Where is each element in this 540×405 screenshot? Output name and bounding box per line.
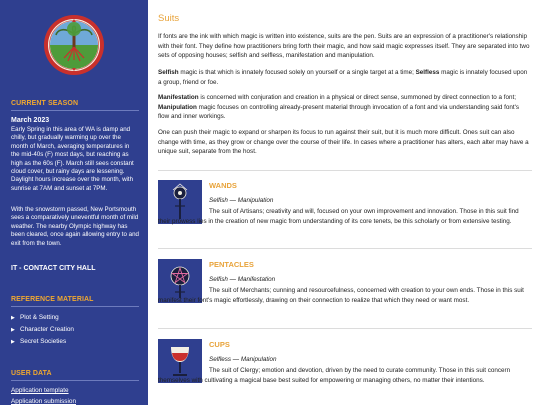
nav-item-secret-societies[interactable] — [11, 338, 66, 345]
manifestation-term: Manifestation — [158, 94, 199, 101]
application-submission-link[interactable]: Application submission — [11, 398, 77, 405]
manipulation-term: Manipulation — [158, 103, 197, 111]
selfless-term: Selfless — [415, 69, 440, 76]
current-season-weather-text: Early Spring in this area of WA is damp and chilly, but gradually warming up over the month of March, averaging temperatures in the mid-40s (F) most days, but reaching as high as the 60s (F). March still sees constant cloud cover, but rainy days are lessening. Daylight hours increase over the month, with sunrise at 7AM and sunset at 7PM. — [11, 126, 134, 192]
suit-change-paragraph: One can push their magic to expand or sharpen its focus to run against their suit, but it is much more difficult. Ones suit can also change with time, as they grow or change over the course of their life. In cases where a practitioner has alters, each alter may have a unique suit, separate from the host. — [158, 129, 529, 155]
user-data-divider — [11, 380, 139, 381]
nav-item-plot-setting[interactable] — [11, 314, 59, 321]
page-title: Suits — [158, 13, 180, 24]
reference-material-divider — [11, 306, 139, 307]
intro-paragraph: If fonts are the ink with which magic is written into existence, suits are the pen. Suits are an expression of a practitioner's relationship with their font. They define how practitioners bring forth their magic, and how said magic expresses itself. They are separated into two sets of opposing houses; selfish and selfless, manifestation and manipulation. — [158, 33, 530, 59]
triangle-right-icon: ▶ — [11, 339, 15, 345]
selfless-definition: magic is innately focused upon a group, friend or foe. — [158, 69, 528, 86]
user-data-heading: USER DATA — [11, 370, 52, 377]
nav-item-label: Plot & Setting — [20, 314, 59, 321]
triangle-right-icon: ▶ — [11, 327, 15, 333]
selfish-term: Selfish — [158, 69, 179, 76]
application-template-link[interactable]: Application template — [11, 387, 69, 394]
sidebar — [0, 0, 148, 405]
current-season-title: March 2023 — [11, 117, 50, 124]
city-seal-logo — [43, 14, 105, 76]
suit-subtitle-wands: Selfish — Manipulation — [209, 197, 274, 204]
section-divider — [158, 328, 532, 329]
nav-item-label: Character Creation — [20, 326, 74, 333]
section-divider — [158, 170, 532, 171]
suit-subtitle-pentacles: Selfish — Manifestation — [209, 276, 276, 283]
suit-subtitle-cups: Selfless — Manipulation — [209, 356, 277, 363]
reference-material-heading: REFERENCE MATERIAL — [11, 296, 94, 303]
section-divider — [158, 248, 532, 249]
suit-description-cups: The suit of Clergy; emotion and devotion, driven by the need to curate community. Those in this suit concern themselves with cultivating a magical base best suited for empowering or managing others, no matter their intentions. — [158, 367, 511, 384]
current-season-heading: CURRENT SEASON — [11, 100, 79, 107]
manipulation-definition: magic focuses on controlling already-present material through invocation of a font and via understanding said font's flow and inner workings. — [158, 103, 520, 120]
suit-title-pentacles: PENTACLES — [209, 260, 254, 269]
triangle-right-icon: ▶ — [11, 315, 15, 321]
suit-description-pentacles: The suit of Merchants; cunning and resourcefulness, concerned with creation to your own ends. Those in this suit manifest their font's magic effortlessly, drawing on their connection to realize that which they need or want most. — [158, 287, 524, 304]
nav-item-character-creation[interactable] — [11, 326, 74, 333]
suit-description-wands: The suit of Artisans; creativity and will, focused on your own improvement and innovation. Those in this suit find their prowess lies in the creation of new magic from understanding of its core tenets, be this scholarly or from extensive testing. — [158, 208, 519, 225]
nav-item-label: Secret Societies — [20, 338, 67, 345]
current-season-news-text: With the snowstorm passed, New Portsmouth sees a comparatively uneventful month of mild weather. The nearby Olympic highway has been cleared, once again allowing entry to and exit from the town. — [11, 206, 139, 247]
suit-title-cups: CUPS — [209, 340, 230, 349]
current-season-divider — [11, 110, 139, 111]
manifestation-manipulation-paragraph — [158, 93, 530, 122]
selfish-selfless-paragraph — [158, 68, 530, 87]
contact-city-hall-link[interactable]: IT - CONTACT CITY HALL — [11, 265, 96, 272]
suit-title-wands: WANDS — [209, 181, 237, 190]
manifestation-definition: is concerned with conjuration and creation in a physical or direct sense, summoned by direct connection to a font; — [198, 94, 517, 101]
selfish-definition: magic is that which is innately focused solely on yourself or a single target at a time; — [178, 69, 416, 76]
